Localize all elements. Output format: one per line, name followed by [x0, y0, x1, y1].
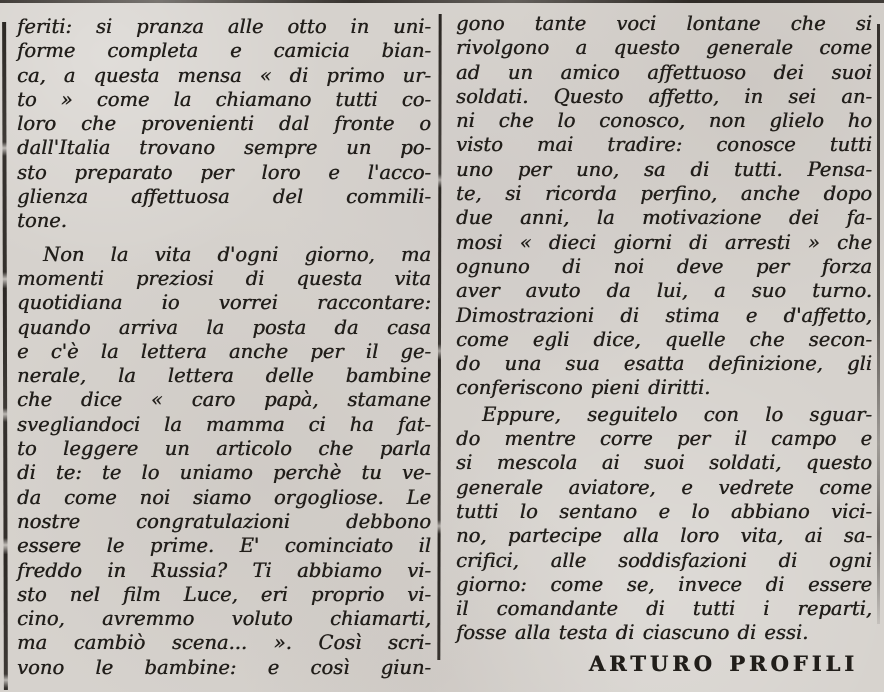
text-line: ad un amico affettuoso dei suoi: [456, 60, 872, 84]
text-line: to » come la chiamano tutti co-: [17, 87, 431, 111]
text-line: il comandante di tutti i reparti,: [456, 597, 872, 621]
text-line: giorno: come se, invece di essere: [456, 572, 872, 596]
text-line: generale aviatore, e vedrete come: [456, 475, 872, 499]
text-line: ca, a questa mensa « di primo ur-: [17, 63, 431, 87]
text-line: tutti lo sentano e lo abbiano vici-: [456, 499, 872, 523]
text-line: si mescola ai suoi soldati, questo: [456, 451, 872, 475]
text-line: svegliandoci la mamma ci ha fat-: [17, 412, 431, 436]
text-line: sto nel film Luce, eri proprio vi-: [17, 582, 431, 606]
text-line: nostre congratulazioni debbono: [17, 509, 431, 533]
text-line: ognuno di noi deve per forza: [456, 254, 872, 278]
text-line: glienza affettuosa del commili-: [17, 185, 431, 209]
text-line: gono tante voci lontane che si: [456, 12, 872, 35]
text-line: due anni, la motivazione dei fa-: [456, 206, 872, 230]
author-byline: ARTURO PROFILI: [588, 650, 858, 676]
text-line: da come noi siamo orgogliose. Le: [17, 485, 431, 509]
text-line: Non la vita d'ogni giorno, ma: [43, 242, 431, 266]
text-line: e c'è la lettera anche per il ge-: [17, 339, 431, 363]
text-line: conferiscono pieni diritti.: [456, 376, 711, 400]
left-edge-rule: [2, 22, 8, 690]
text-line: cino, avremmo voluto chiamarti,: [17, 607, 431, 631]
text-line: do mentre corre per il campo e: [456, 427, 872, 451]
text-line: momenti preziosi di questa vita: [17, 266, 431, 290]
article-column-right: [456, 12, 872, 676]
text-line: visto mai tradire: conosce tutti: [456, 133, 872, 157]
article-column-left: [17, 15, 431, 680]
text-line: come egli dice, quelle che secon-: [456, 327, 872, 351]
text-line: do una sua esatta definizione, gli: [456, 352, 872, 376]
column-divider-rule: [437, 14, 441, 660]
text-line: Dimostrazioni di stima e d'affetto,: [456, 303, 872, 327]
text-line: no, partecipe alla loro vita, ai sa-: [456, 524, 872, 548]
text-line: essere le prime. E' cominciato il: [17, 534, 431, 558]
text-line: to leggere un articolo che parla: [17, 437, 431, 461]
text-line: Eppure, seguitelo con lo sguar-: [482, 402, 872, 426]
text-line: dall'Italia trovano sempre un po-: [17, 136, 431, 160]
text-line: quotidiana io vorrei raccontare:: [17, 291, 431, 315]
text-line: loro che provenienti dal fronte o: [17, 112, 431, 136]
text-line: rivolgono a questo generale come: [456, 36, 872, 60]
right-edge-rule: [877, 24, 880, 624]
text-line: freddo in Russia? Ti abbiamo vi-: [17, 558, 431, 582]
text-line: ni che lo conosco, non glielo ho: [456, 109, 872, 133]
text-line: che dice « caro papà, stamane: [17, 388, 431, 412]
text-line: feriti: si pranza alle otto in uni-: [17, 15, 431, 38]
text-line: ma cambiò scena... ». Così scri-: [17, 631, 431, 655]
top-edge-rule: [0, 0, 884, 3]
text-line: soldati. Questo affetto, in sei an-: [456, 84, 872, 108]
text-line: mosi « dieci giorni di arresti » che: [456, 230, 872, 254]
text-line: fosse alla testa di ciascuno di essi.: [456, 621, 809, 645]
text-line: te, si ricorda perfino, anche dopo: [456, 182, 872, 206]
text-line: forme completa e camicia bian-: [17, 39, 431, 63]
text-line: nerale, la lettera delle bambine: [17, 364, 431, 388]
text-line: uno per uno, sa di tutti. Pensa-: [456, 157, 872, 181]
text-line: sto preparato per loro e l'acco-: [17, 160, 431, 184]
text-line: vono le bambine: e così giun-: [17, 655, 431, 679]
text-line: crifici, alle soddisfazioni di ogni: [456, 548, 872, 572]
text-line: aver avuto da lui, a suo turno.: [456, 279, 872, 303]
text-line: quando arriva la posta da casa: [17, 315, 431, 339]
text-line: tone.: [17, 209, 67, 233]
text-line: di te: te lo uniamo perchè tu ve-: [17, 461, 431, 485]
